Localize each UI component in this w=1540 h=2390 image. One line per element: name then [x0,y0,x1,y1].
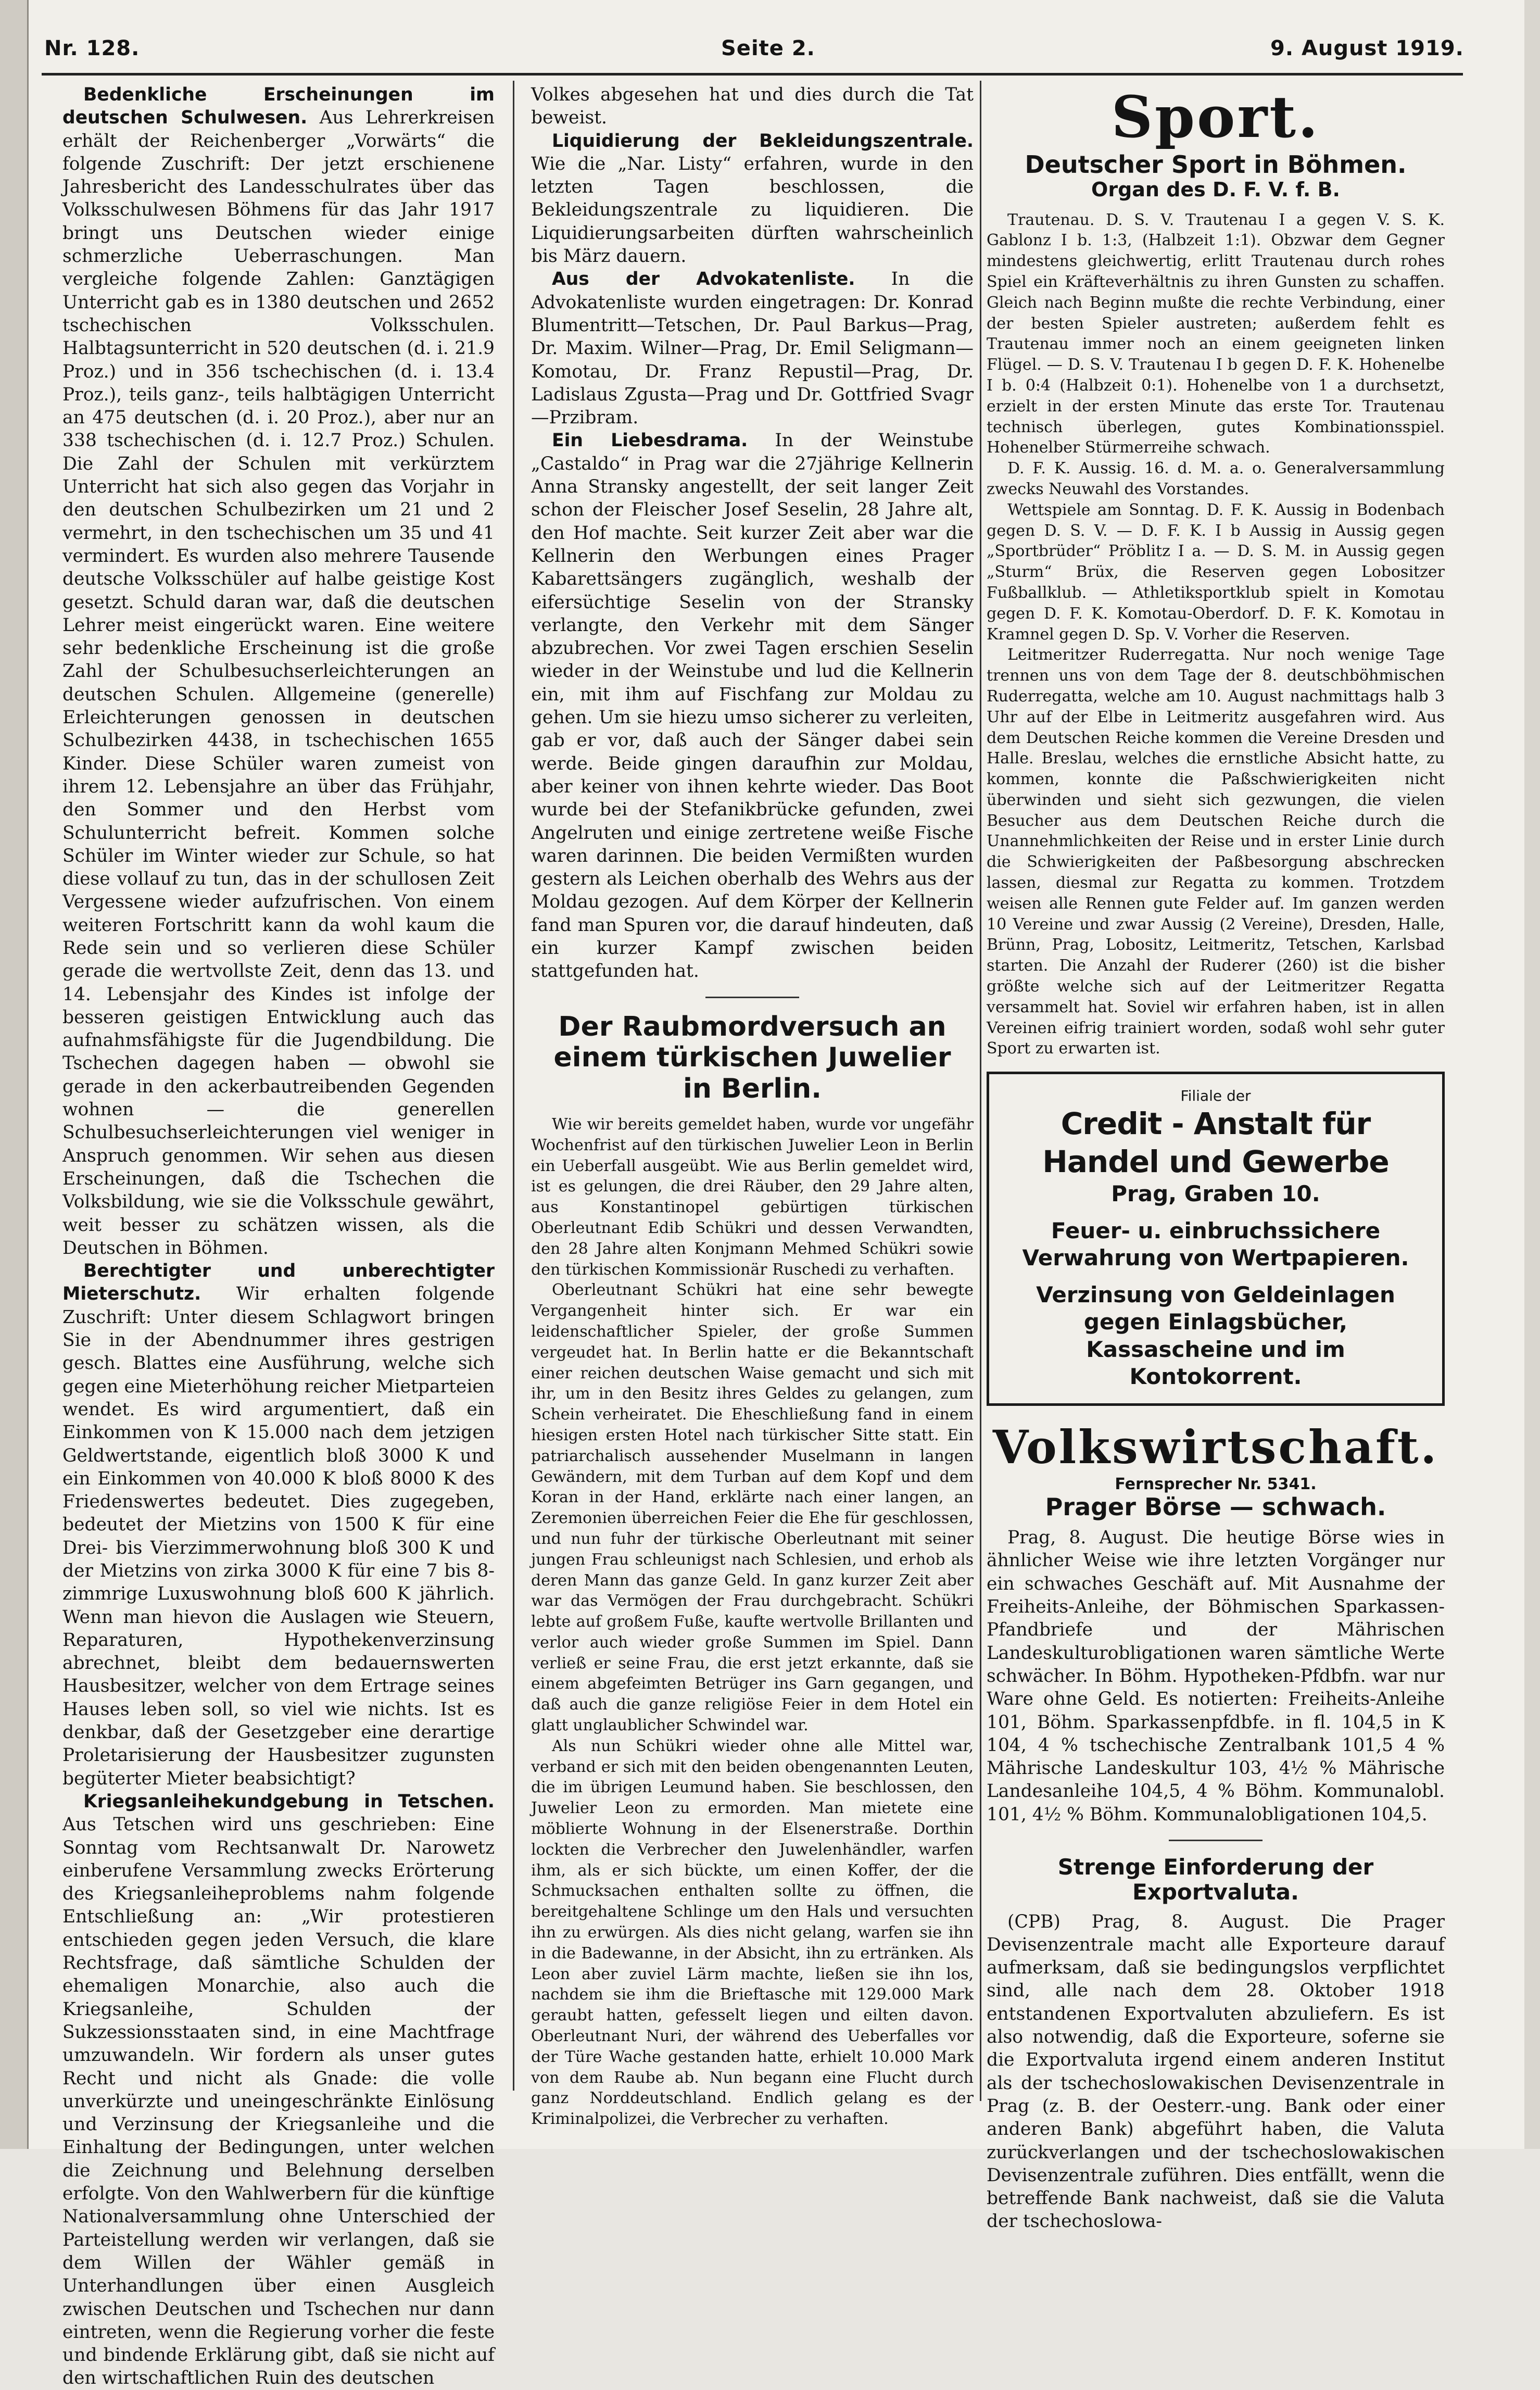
article-body: In die Advokatenliste wurden eingetragen: Dr. Konrad Blumentritt—Tetschen, Dr. Paul Barkus—Prag, Dr. Maxim. Wilner—Prag, Dr. Emil Seligmann—Komotau, Dr. Franz Repustil—Prag, Dr. Ladislaus Zgusta—Prag und Dr. Gottfried Svagr—Przibram. [531,269,974,429]
article-title: Ein Liebesdrama. [552,430,748,451]
article-lawyers [531,268,974,429]
binding-strip [0,0,29,2149]
sport-organ: Organ des D. F. V. f. B. [1091,178,1340,201]
economy-subtitle: Prager Börse — schwach. [1045,1493,1386,1521]
article-school [62,83,495,1260]
header-rule [42,73,1463,76]
article-clothing [531,130,974,268]
paragraph: Oberleutnant Schükri hat eine sehr bewegte Vergangenheit hinter sich. Er war ein leidenschaftlicher Spieler, der große Summen vergeudet hat. In Berlin hatte er die Bekanntschaft einer reichen deutschen Waise gemacht und sich mit ihr, um in den Besitz ihres Geldes zu gelangen, zum Schein verheiratet. Die Eheschließung fand in einem hiesigen ersten Hotel nach türkischer Sitte statt. Ein patriarchalisch aussehender Muselmann in langen Gewändern, mit dem Turban auf dem Kopf und dem Koran in der Hand, erklärte nach einer langen, an Zeremonien überreichen Feier die Ehe für geschlossen, und nun fuhr der türkische Oberleutnant mit seiner jungen Frau schleunigst nach Schlesien, und erhob als deren Mann das ganze Geld. In ganz kurzer Zeit aber war das Vermögen der Frau durchgebracht. Schükri lebte auf großem Fuße, kaufte wertvolle Brillanten und verlor auch wieder große Summen im Spiel. Dann verließ er seine Frau, die erst jetzt erkannte, daß sie einem abgefeimten Betrüger ins Garn gegangen, und daß auch die ganze religiöse Feier in dem Hotel ein glatt unglaublicher Schwindel war. [531,1281,974,1735]
article-headline: Der Raubmordversuch an einem türkischen Juwelier in Berlin. [553,1011,951,1105]
article-title: Aus der Advokatenliste. [552,269,855,290]
page-number: Seite 2. [721,36,815,60]
article-continuation: Volkes abgesehen hat und dies durch die Tat beweist. [531,84,974,129]
article-title: Bedenkliche Erscheinungen im deutschen Schulwesen. [62,84,495,129]
paragraph: Wettspiele am Sonntag. D. F. K. Aussig in Bodenbach gegen D. S. V. — D. F. K. I b Aussig in Aussig gegen „Sportbrüder“ Pröblitz I a. — D. S. M. in Aussig gegen „Sturm“ Brüx, die Reserven gegen Lobositzer Fußballklub. — Athletiksportklub spielt in Komotau gegen D. F. K. Komotau-Oberdorf. D. F. K. Komotau in Kramnel gegen D. Sp. V. Vorher die Reserven. [987,500,1445,644]
paragraph: Als nun Schükri wieder ohne alle Mittel war, verband er sich mit den beiden obengenannten Leuten, die im übrigen Leumund haben. Sie beschlossen, den Juwelier Leon zu ermorden. Man mietete eine möblierte Wohnung in der Elsenerstraße. Dorthin lockten die Verbrecher den Juwelenhändler, warfen ihm, als er sich bückte, um einen Koffer, der die Schmucksachen enthalten sollte zu öffnen, die bereitgehaltene Schlinge um den Hals und versuchten ihn zu erwürgen. Als dies nicht gelang, warfen sie ihn in die Badewanne, in der Absicht, ihn zu ertränken. Als Leon aber zuviel Lärm machte, ließen sie ihn los, nachdem sie ihm die Brieftasche mit 129.000 Mark geraubt hatten, gefesselt liegen und eilten davon. Oberleutnant Nuri, der während des Ueberfalles vor der Türe Wache gestanden hatte, erhielt 10.000 Mark von dem Raube ab. Nun begann eine Flucht durch ganz Norddeutschland. Endlich gelang es der Kriminalpolizei, die Verbrecher zu verhaften. [531,1737,974,2129]
article-headline: Strenge Einforderung der Exportvaluta. [1057,1854,1374,1905]
sport-news [987,210,1445,1060]
column-divider [513,81,514,2091]
article-body: Aus Tetschen wird uns geschrieben: Eine Sonntag vom Rechtsanwalt Dr. Narowetz einberufene Versammlung zwecks Erörterung des Kriegsanleiheproblems nahm folgende Entschließung an: „Wir protestieren entschieden gegen jeden Versuch, die klare Rechtsfrage, daß sämtliche Schulden der ehemaligen Monarchie, also auch die Kriegsanleihe, Schulden der Sukzessionsstaaten sind, in eine Machtfrage umzuwandeln. Wir fordern als unser gutes Recht und nicht als Gnade: die volle unverkürzte und uneingeschränkte Einlösung und Verzinsung der Kriegsanleihe und die Einhaltung der Bedingungen, unter welchen die Zeichnung und Belehnung derselben erfolgte. Von den Wahlwerbern für die künftige Nationalversammlung ohne Unterschied der Parteistellung werden wir verlangen, daß sie dem Willen der Wähler gemäß in Unterhandlungen über einen Ausgleich zwischen Deutschen und Tschechen nur dann eintreten, wenn die Regierung vorher die feste und bindende Erklärung gibt, daß sie nicht auf den wirtschaftlichen Ruin des deutschen [62,1814,495,2389]
paragraph: Leitmeritzer Ruderregatta. Nur noch wenige Tage trennen uns von dem Tage der 8. deutschböhmischen Ruderregatta, welche am 10. August nachmittags halb 3 Uhr auf der Elbe in Leitmeritz ausgefahren wird. Aus dem Deutschen Reiche kommen die Vereine Dresden und Halle. Breslau, welches die ernstliche Absicht hatte, zu kommen, konnte die Paßschwierigkeiten nicht überwinden und sieht sich gezwungen, die vielen Besucher aus dem Deutschen Reiche durch die Unannehmlichkeiten der Reise und in erster Linie durch die Schwierigkeiten der Paßbesorgung abschrecken lassen, diesmal zur Regatta zu kommen. Trotzdem weisen alle Rennen gute Felder auf. Im ganzen werden 10 Vereine und zwar Aussig (2 Vereine), Dresden, Halle, Brünn, Prag, Lobositz, Leitmeritz, Tetschen, Karlsbad starten. Die Anzahl der Ruderer (260) ist die bisher größte welche sich auf der Leitmeritzer Regatta versammelt hat. Soviel wir erfahren haben, ist in allen Vereinen eifrig trainiert worden, sodaß wohl sehr guter Sport zu erwarten ist. [987,646,1445,1058]
sport-subtitle: Deutscher Sport in Böhmen. [1025,150,1407,179]
issue-date: 9. August 1919. [1270,36,1464,60]
economy-stock-report: Prag, 8. August. Die heutige Börse wies in ähnlicher Weise wie ihre letzten Vorgänger nur ein schwaches Geschäft auf. Mit Ausnahme der Freiheits-Anleihe, der Böhmischen Sparkassen-Pfandbriefe und der Mährischen Landeskulturobligationen waren sämtliche Werte schwächer. In Böhm. Hypotheken-Pfdbfn. war nur Ware ohne Geld. Es notierten: Freiheits-Anleihe 101, Böhm. Sparkassenpfdbfe. in fl. 104,5 in K 104, 4 % tschechische Zentralbank 101,5 4 % Mährische Landeskultur 103, 4½ % Mährische Landesanleihe 104,5, 4 % Böhm. Kommunalobl. 101, 4½ % Böhm. Kommunalobligationen 104,5. [987,1527,1445,1825]
economy-export-valuta: (CPB) Prag, 8. August. Die Prager Devisenzentrale macht alle Exporteure darauf aufmerksam, daß sie bedingungslos verpflichtet sind, alle nach dem 28. Oktober 1918 entstandenen Exportvaluten abzuliefern. Es ist also notwendig, daß die Exporteure, soferne sie die Exportvaluta irgend einem anderen Institut als der tschechoslowakischen Devisenzentrale in Prag (z. B. der Oesterr.-ung. Bank oder einer anderen Bank) abgeführt haben, die Valuta zurückverlangen und der tschechoslowakischen Devisenzentrale zuführen. Dies entfällt, wenn die betreffende Bank nachweist, daß sie die Valuta der tschechoslowa- [987,1911,1445,2232]
paragraph: Trautenau. D. S. V. Trautenau I a gegen V. S. K. Gablonz I b. 1:3, (Halbzeit 1:1). Obzwar dem Gegner mindestens gleichwertig, erlitt Trautenau durch rohes Spiel ein Kräfteverhältnis zu ihren Gunsten zu schaffen. Gleich nach Beginn mußte die rechte Verbindung, einer der besten Spieler austreten; außerdem fehlt es Trautenau immer noch an einem geeigneten linken Flügel. — D. S. V. Trautenau I b gegen D. F. K. Hohenelbe I b. 0:4 (Halbzeit 0:1). Hohenelbe von 1 a durchsetzt, erzielt in der ersten Minute das erste Tor. Trautenau technisch überlegen, gutes Kombinationsspiel. Hohenelber Stürmerreihe schwach. [987,210,1445,457]
ad-line-2: Verzinsung von Geldeinlagen gegen Einlagsbücher, Kassascheine und im Kontokorrent. [1036,1281,1395,1390]
bank-advertisement [987,1072,1445,1406]
article-tenant [62,1260,495,1790]
ad-bank-name: Credit - Anstalt für Handel und Gewerbe [1042,1106,1389,1179]
column-divider [980,81,981,2101]
paragraph: D. F. K. Aussig. 16. d. M. a. o. Generalversammlung zwecks Neuwahl des Vorstandes. [987,459,1445,498]
separator [1169,1840,1263,1841]
ad-filiale: Filiale der [1180,1087,1251,1105]
ad-line-1: Feuer- u. einbruchssichere Verwahrung von Wertpapieren. [1022,1217,1409,1271]
column-left [62,83,495,2389]
article-body: Aus Lehrerkreisen erhält der Reichenberger „Vorwärts“ die folgende Zuschrift: Der jetzt erschienene Jahresbericht des Landesschulrates über das Volksschulwesen Böhmens für das Jahr 1917 bringt uns Deutschen wieder einige schmerzliche Ueberraschungen. Man vergleiche folgende Zahlen: Ganztägigen Unterricht gab es in 1380 deutschen und 2652 tschechischen Volksschulen. Halbtagsunterricht in 520 deutschen (d. i. 21.9 Proz.) und in 356 tschechischen (d. i. 13.4 Proz.), teils ganz-, teils halbtägigen Unterricht an 475 deutschen (d. i. 20 Proz.), aber nur an 338 tschechischen (d. i. 12.7 Proz.) Schulen. Die Zahl der Schulen mit verkürztem Unterricht hat sich also gegen das Vorjahr in den deutschen Schulbezirken um 21 und 2 vermehrt, in den tschechischen um 35 und 41 vermindert. Es wurden also mehrere Tausende deutsche Volksschüler auf halbe geistige Kost gesetzt. Schuld daran war, daß die deutschen Lehrer meist eingerückt waren. Eine weitere sehr bedenkliche Erscheinung ist die große Zahl der Schulbesuchserleichterungen an deutschen Schulen. Allgemeine (generelle) Erleichterungen genossen in deutschen Schulbezirken 4438, in tschechischen 1655 Kinder. Diese Schüler waren zumeist von ihrem 12. Lebensjahre an über das Frühjahr, den Sommer und den Herbst vom Schulunterricht befreit. Kommen solche Schüler im Winter wieder zur Schule, so hat diese vollauf zu tun, das in der schullosen Zeit Vergessene wieder aufzufrischen. Von einem weiteren Fortschritt kann da wohl kaum die Rede sein und so verlieren diese Schüler gerade die wertvollste Zeit, denn das 13. und 14. Lebensjahr des Kindes ist infolge der besseren geistigen Entwicklung auch das aufnahmsfähigste für die Jugendbildung. Die Tschechen dagegen haben — obwohl sie gerade in den ackerbautreibenden Gegenden wohnen — die generellen Schulbesuchserleichterungen viel weniger in Anspruch genommen. Wir sehen aus diesen Erscheinungen, daß die Tschechen die Volksbildung, wie sie die Volksschule gewährt, weit besser zu schätzen wissen, als die Deutschen in Böhmen. [62,107,495,1259]
column-right [987,83,1445,2232]
article-body: Wie die „Nar. Listy“ erfahren, wurde in den letzten Tagen beschlossen, die Bekleidungszentrale zu liquidieren. Die Liquidierungsarbeiten dürften wahrscheinlich bis März dauern. [531,153,974,267]
column-middle [531,83,974,2129]
article-title: Liquidierung der Bekleidungszentrale. [552,130,974,152]
article-title: Berechtigter und unberechtigter Mieterschutz. [62,1261,495,1305]
article-war-loan [62,1790,495,2390]
article-title: Kriegsanleihekundgebung in Tetschen. [83,1791,495,1812]
article-love-drama [531,429,974,983]
paragraph: Wie wir bereits gemeldet haben, wurde vor ungefähr Wochenfrist auf den türkischen Juwelier Leon in Berlin ein Ueberfall ausgeübt. Wie aus Berlin gemeldet wird, ist es gelungen, die drei Räuber, den 29 Jahre alten, aus Konstantinopel gebürtigen türkischen Oberleutnant Edib Schükri und dessen Verwandten, den 28 Jahre alten Konjmann Mehmed Schükri sowie den türkischen Kommissionär Ruschedi zu verhaften. [531,1115,974,1279]
separator [705,997,799,998]
issue-number: Nr. 128. [44,36,140,60]
article-body: Wir erhalten folgende Zuschrift: Unter diesem Schlagwort bringen Sie in der Abendnummer ihres gestrigen gesch. Blattes eine Ausführung, welche sich gegen eine Mieterhöhung reicher Mietparteien wendet. Es wird argumentiert, daß ein Einkommen von K 15.000 nach dem jetzigen Geldwertstande, eigentlich bloß 3000 K und ein Einkommen von 40.000 K bloß 8000 K des Friedenswertes bedeutet. Dies zugegeben, bedeutet der Mietzins von 1500 K für eine Drei- bis Vierzimmerwohnung bloß 300 K und der Mietzins von zirka 3000 K für eine 7 bis 8-zimmrige Luxuswohnung bloß 600 K jährlich. Wenn man hievon die Auslagen wie Steuern, Reparaturen, Hypothekenverzinsung abrechnet, bleibt dem bedauernswerten Hausbesitzer, welcher von dem Ertrage seines Hauses leben soll, so viel wie nichts. Ist es denkbar, daß der Gesetzgeber eine derartige Proletarisierung der Hausbesitzer zugunsten begüterter Mieter beabsichtigt? [62,1284,495,1789]
page-edge [1524,0,1540,2149]
section-title-sport: Sport. [1111,83,1320,150]
article-robbery [531,1114,974,2130]
article-body: In der Weinstube „Castaldo“ in Prag war die 27jährige Kellnerin Anna Stransky angestellt, der seit langer Zeit schon der Fleischer Josef Seselin, 28 Jahre alt, den Hof machte. Seit kurzer Zeit aber war die Kellnerin den Werbungen eines Prager Kabarettsängers zugänglich, weshalb der eifersüchtige Seselin von der Stransky verlangte, den Verkehr mit dem Sänger abzubrechen. Vor zwei Tagen erschien Seselin wieder in der Weinstube und lud die Kellnerin ein, mit ihm auf Fischfang zur Moldau zu gehen. Um sie hiezu umso sicherer zu verleiten, gab er vor, daß auch der Sänger dabei sein werde. Beide gingen daraufhin zur Moldau, aber keiner von ihnen kehrte wieder. Das Boot wurde bei der Stefanikbrücke gefunden, zwei Angelruten und einige zertretene weiße Fische waren darinnen. Die beiden Vermißten wurden gestern als Leichen oberhalb des Wehrs aus der Moldau gezogen. Auf dem Körper der Kellnerin fand man Spuren vor, die darauf hindeuten, daß ein kurzer Kampf zwischen beiden stattgefunden hat. [531,430,974,982]
ad-address: Prag, Graben 10. [1111,1181,1320,1207]
section-title-economy: Volkswirtschaft. [992,1419,1439,1474]
economy-phone: Fernsprecher Nr. 5341. [1115,1475,1317,1493]
